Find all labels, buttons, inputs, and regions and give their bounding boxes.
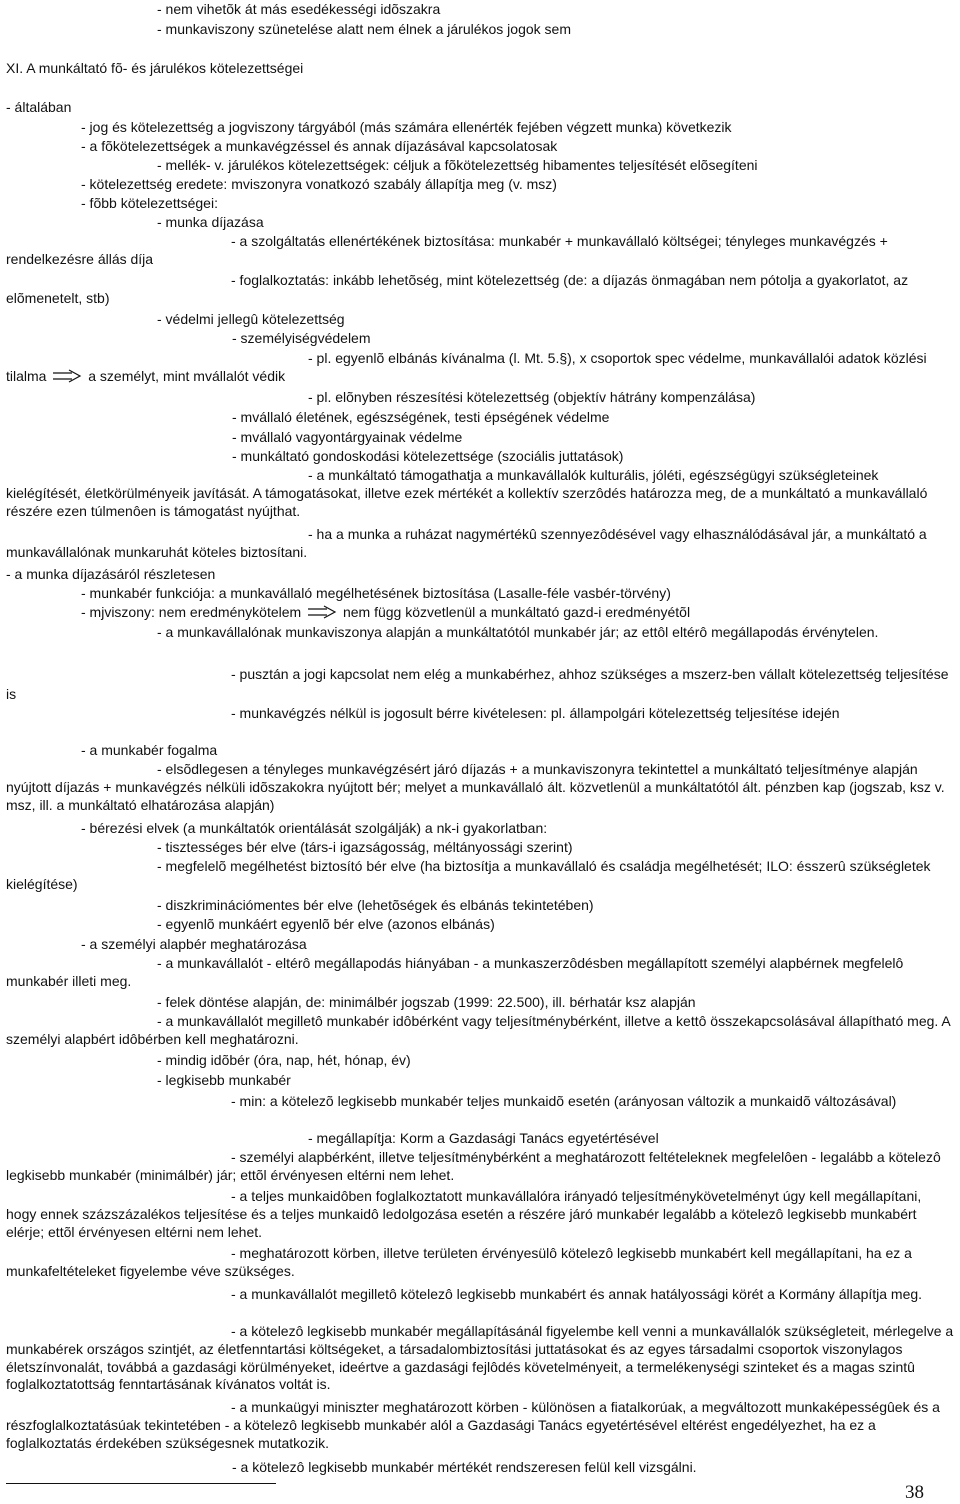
text-line: - a munkabér fogalma [81,742,218,758]
paragraph: - a szolgáltatás ellenértékének biztosítása: munkabér + munkavállaló költségei; tényleges munkavégzés + rendelkezésre állás díja [6,233,888,267]
paragraph: - megfelelõ megélhetést biztosító bér elve (ha biztosítja a munkavállaló és családja megélhetését; ILO: ésszerû szükségletek kielégítése) [6,858,931,892]
text-line: - felek döntése alapján, de: minimálbér jogszab (1999: 22.500), ill. bérhatár ksz alapján [157,994,696,1010]
paragraph: - min: a kötelezõ legkisebb munkabér teljes munkaidõ esetén (arányosan változik a munkaidõ változásával) [231,1093,897,1109]
text-line: - fõbb kötelezettségei: [81,195,218,211]
text-line: - mellék- v. járulékos kötelezettségek: céljuk a fõkötelezettség hibamentes teljesítését elõsegíteni [157,157,758,173]
text-segment: - mjviszony: nem eredménykötelem [81,604,302,620]
text-line: - munkabér funkciója: a munkavállaló megélhetésének biztosítása (Lasalle-féle vasbér-törvény) [81,585,671,601]
paragraph: - a teljes munkaidôben foglalkoztatott munkavállalóra irányadó teljesítménykövetelményt úgy kell megállapítani, hogy ennek százszázalékos teljesítése és a teljes munkaidô ledolgozása esetén a részére járó munkabér legalább a kötelezô legkisebb munkabért elérje; ettõl érvényesen eltérni nem lehet. [6,1188,922,1240]
text-line: - mvállaló életének, egészségének, testi épségének védelme [232,409,610,425]
section-heading: XI. A munkáltató fõ- és járulékos kötelezettségei [6,60,304,76]
paragraph: - a munkavállalót - eltérô megállapodás hiányában - a munkaszerzôdésben megállapított személyi alapbérnek megfelelô munkabér illeti meg. [6,955,904,989]
text-line: - pl. elõnyben részesítési kötelezettség (objektív hátrány kompenzálása) [308,389,756,405]
page-number: 38 [905,1482,924,1503]
double-arrow-icon [52,369,82,383]
text-line: - a munka díjazásáról részletesen [6,566,216,582]
text-line: - jog és kötelezettség a jogviszony tárgyából (más számára ellenérték fejében végzett munka) következik [81,119,732,135]
text-line [81,604,690,621]
text-line: - bérezési elvek (a munkáltatók orientálását szolgálják) a nk-i gyakorlatban: [81,820,548,836]
double-arrow-icon [307,605,337,619]
paragraph-text: - pl. egyenlõ elbánás kívánalma (l. Mt. 5.§), x csoportok spec védelme, munkavállalói adatok közlési tilalma [6,350,927,384]
paragraph: - pusztán a jogi kapcsolat nem elég a munkabérhez, ahhoz szükséges a mszerz-ben vállalt kötelezettség teljesítése is [6,666,949,702]
text-line: - a kötelezô legkisebb munkabér mértékét rendszeresen felül kell vizsgálni. [232,1459,697,1475]
text-line: - megállapítja: Korm a Gazdasági Tanács egyetértésével [308,1130,659,1146]
paragraph: - személyi alapbérként, illetve teljesítménybérként a meghatározott feltételeknek megfelelôen - legalább a kötelezô legkisebb munkabér (minimálbér) jár; ettõl érvényesen eltérni nem lehet. [6,1149,941,1183]
text-line: - egyenlõ munkáért egyenlõ bér elve (azonos elbánás) [157,916,495,932]
text-line: - a fõkötelezettségek a munkavégzéssel és annak díjazásával kapcsolatosak [81,138,558,154]
paragraph: - munkavégzés nélkül is jogosult bérre kivételesen: pl. állampolgári kötelezettség teljesítése idején [231,705,840,721]
text-line: - a személyi alapbér meghatározása [81,936,307,952]
text-line: - mindig idõbér (óra, nap, hét, hónap, év) [157,1052,411,1068]
text-line: - legkisebb munkabér [157,1072,291,1088]
text-line: - személyiségvédelem [232,330,371,346]
footnote-divider [6,1483,276,1484]
paragraph: - a munkavállalót megilletô kötelezô legkisebb munkabért és annak hatályossági körét a Kormány állapítja meg. [231,1286,923,1302]
paragraph: - a kötelezô legkisebb munkabér megállapításánál figyelembe kell venni a munkavállalók szükségleteit, mérlegelve a munkabérek országos szintjét, az életfenntartási költségeket, a társadalombiztosítási juttatásokat és az egyes társadalmi csoportok viszonylagos életszínvonalát, továbbá a gazdasági körülményeket, ideértve a gazdasági fejlôdés követelményeit, a termelékenységi szinteket és a magas szintû foglalkoztatottság fenntartásának kívánatos voltát is. [6,1323,954,1393]
text-line: - tisztességes bér elve (társ-i igazságosság, méltányossági szerint) [157,839,573,855]
text-line: - mvállaló vagyontárgyainak védelme [232,429,463,445]
paragraph: - elsõdlegesen a tényleges munkavégzésért járó díjazás + a munkaviszonyra tekintettel a munkáltató teljesítménye alapján nyújtott díjazás + munkavégzés nélküli idõszakokra nyújtott bér; melyet a munkavállaló ált. közvetlenül a munkáltatótól ált. pénzben kap (jogszab, ksz v. msz, ill. a munkáltató elhatározása alapján) [6,761,945,813]
paragraph [6,350,954,386]
text-line: - általában [6,99,72,115]
paragraph: - ha a munka a ruházat nagymértékû szennyezôdésével vagy elhasználódásával jár, a munkáltató a munkavállalónak munkaruhát köteles biztosítani. [6,526,927,560]
paragraph: - meghatározott körben, illetve területen érvényesülô kötelezô legkisebb munkabért kell megállapítani, ha ez a munkafeltételeket figyelembe véve szükséges. [6,1245,912,1279]
paragraph: - a munkáltató támogathatja a munkavállalók kulturális, jóléti, egészségügyi szükségleteinek kielégítését, életkörülményeik javítását. A támogatásokat, illetve ezek mértékét a kollektív szerzôdés határozza meg, de a munkáltató a munkavállaló részére ezen túlmenôen is támogatást nyújthat. [6,467,928,519]
text-line: - diszkriminációmentes bér elve (lehetõségek és elbánás tekintetében) [157,897,594,913]
paragraph: - foglalkoztatás: inkább lehetõség, mint kötelezettség (de: a díjazás önmagában nem pótolja a gyakorlatot, az elõmenetelt, stb) [6,272,909,306]
text-line: - kötelezettség eredete: mviszonyra vonatkozó szabály állapítja meg (v. msz) [81,176,557,192]
text-line: - védelmi jellegû kötelezettség [157,311,345,327]
paragraph: - a munkavállalónak munkaviszonya alapján a munkáltatótól munkabér jár; az ettôl eltérô megállapodás érvénytelen. [157,624,879,640]
text-line: - munka díjazása [157,214,264,230]
paragraph: - a munkavállalót megilletô munkabér idôbérként vagy teljesítménybérként, illetve a kettô összekapcsolásával állapítható meg. A személyi alapbért idôbérben kell meghatározni. [6,1013,950,1047]
paragraph: - a munkaügyi miniszter meghatározott körben - különösen a fiatalkorúak, a megváltozott munkaképességûek és a részfoglalkoztatásúak tekintetében - a kötelezô legkisebb munkabér alól a Gazdasági Tanács egyetértésével eltérést engedélyezhet, ha ez a foglalkoztatás érdekében szükségesnek mutatkozik. [6,1399,940,1451]
paragraph-text: a személyt, mint mvállalót védik [88,367,286,384]
text-segment: nem függ közvetlenül a munkáltató gazd-i eredményétõl [342,604,691,620]
text-line: - munkaviszony szünetelése alatt nem élnek a járulékos jogok sem [157,21,571,37]
text-line: - munkáltató gondoskodási kötelezettsége (szociális juttatások) [232,448,624,464]
text-line: - nem vihetõk át más esedékességi idõszakra [157,1,441,17]
